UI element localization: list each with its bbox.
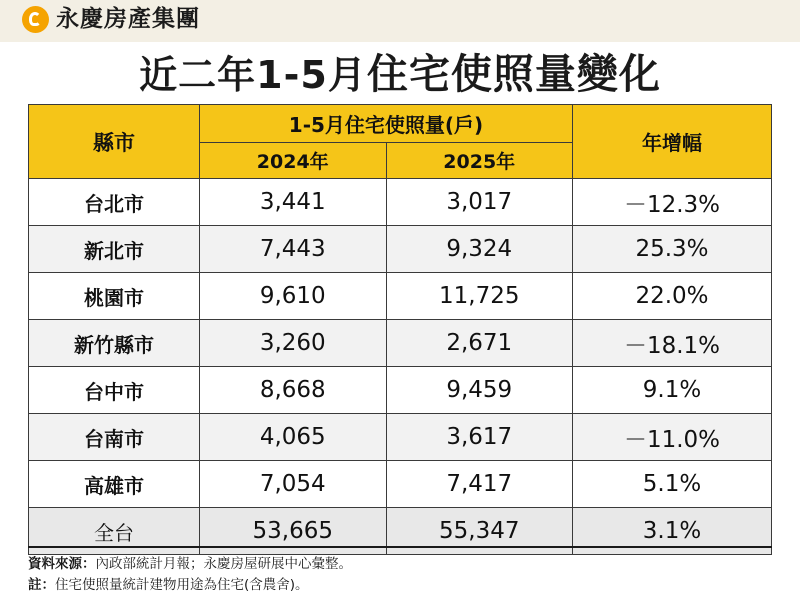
table-row: [29, 226, 772, 273]
cell-county: 台南市: [29, 414, 200, 461]
column-header-2025: 2025年: [386, 143, 573, 179]
cell-growth: －12.3%: [573, 179, 772, 226]
cell-2024: 9,610: [200, 273, 387, 320]
cell-county: 台北市: [29, 179, 200, 226]
cell-county: 桃園市: [29, 273, 200, 320]
page-title: [0, 44, 800, 96]
cell-2025: 11,725: [386, 273, 573, 320]
title-prefix: 近二年1-5月: [139, 52, 367, 97]
header-band: [0, 0, 800, 42]
cell-county: 高雄市: [29, 461, 200, 508]
footnote-note-label: 註：: [28, 576, 55, 593]
table-row: [29, 367, 772, 414]
footnote-source-label: 資料來源：: [28, 556, 96, 572]
cell-growth: －18.1%: [573, 320, 772, 367]
cell-2025: 7,417: [386, 461, 573, 508]
table-body: [29, 179, 772, 555]
column-header-growth: 年增幅: [573, 105, 772, 179]
cell-2025: 2,671: [386, 320, 573, 367]
cell-county: 新北市: [29, 226, 200, 273]
cell-growth: 5.1%: [573, 461, 772, 508]
cell-growth: －11.0%: [573, 414, 772, 461]
yungching-circle-logo-icon: [22, 6, 49, 33]
table-row: [29, 179, 772, 226]
table-row: [29, 273, 772, 320]
cell-2025: 9,459: [386, 367, 573, 414]
footnote-note: [28, 575, 772, 596]
cell-2025: 55,347: [386, 508, 573, 555]
cell-growth: 22.0%: [573, 273, 772, 320]
cell-2024: 7,443: [200, 226, 387, 273]
brand-name: 永慶房產集團: [56, 6, 200, 32]
cell-2025: 3,017: [386, 179, 573, 226]
table-row: [29, 320, 772, 367]
title-accent: 住宅使照量變化: [366, 49, 661, 98]
cell-2025: 9,324: [386, 226, 573, 273]
cell-2024: 53,665: [200, 508, 387, 555]
footnote-note-text: 住宅使照量統計建物用途為住宅(含農舍)。: [55, 576, 309, 593]
column-header-group: 1-5月住宅使照量(戶): [200, 105, 573, 143]
cell-growth: 9.1%: [573, 367, 772, 414]
cell-growth: 25.3%: [573, 226, 772, 273]
table-row: [29, 414, 772, 461]
cell-2025: 3,617: [386, 414, 573, 461]
footnote-source: [28, 554, 772, 575]
table-row: [29, 461, 772, 508]
cell-2024: 7,054: [200, 461, 387, 508]
column-header-county: 縣市: [29, 105, 200, 179]
table-header-row-1: [29, 105, 772, 143]
cell-county: 全台: [29, 508, 200, 555]
cell-growth: 3.1%: [573, 508, 772, 555]
footnote-source-text: 內政部統計月報；永慶房屋研展中心彙整。: [95, 556, 352, 572]
cell-2024: 8,668: [200, 367, 387, 414]
column-header-2024: 2024年: [200, 143, 387, 179]
cell-2024: 3,260: [200, 320, 387, 367]
cell-2024: 4,065: [200, 414, 387, 461]
housing-permits-table: [28, 104, 772, 555]
footnotes: [28, 546, 772, 596]
brand-logo: [22, 6, 200, 33]
cell-2024: 3,441: [200, 179, 387, 226]
cell-county: 台中市: [29, 367, 200, 414]
cell-county: 新竹縣市: [29, 320, 200, 367]
